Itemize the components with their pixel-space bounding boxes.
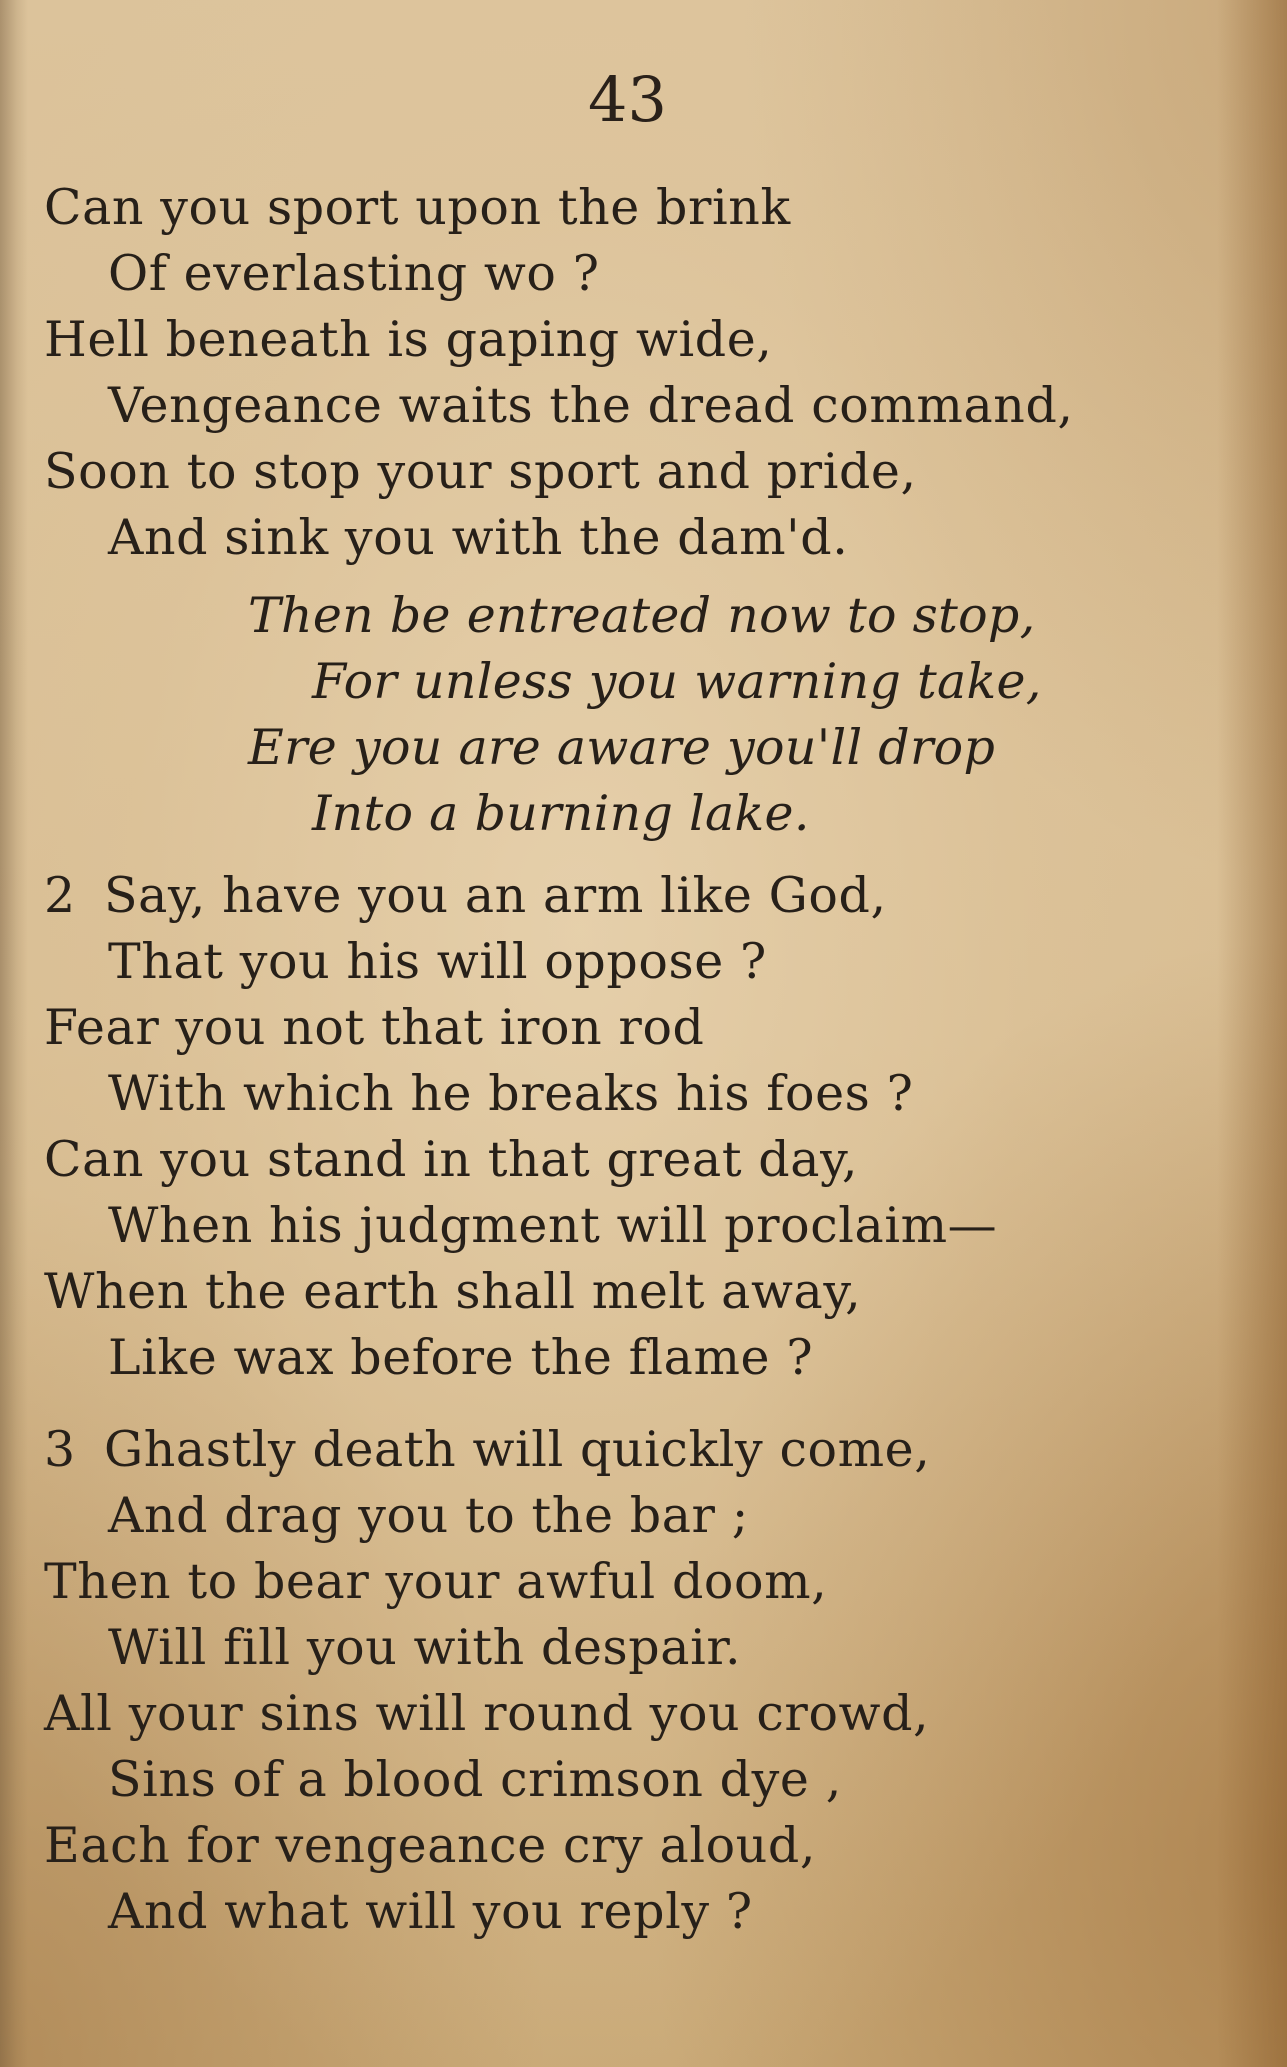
stanza-3-line-3: Then to bear your awful doom, [44,1553,828,1610]
stanza-1-line-1: Can you sport upon the brink [44,179,791,236]
chorus-line-1: Then be entreated now to stop, [248,587,1036,644]
stanza-3-number: 3 [44,1421,76,1478]
stanza-2-line-6: When his judgment will proclaim— [108,1197,998,1254]
stanza-2-line-8: Like wax before the flame ? [108,1329,814,1386]
stanza-1-line-2: Of everlasting wo ? [108,245,600,302]
chorus-line-4: Into a burning lake. [312,785,810,842]
stanza-3-line-1-text: Ghastly death will quickly come, [104,1421,931,1478]
stanza-2-line-4: With which he breaks his foes ? [108,1065,914,1122]
chorus-line-2: For unless you warning take, [312,653,1042,710]
stanza-3-line-2: And drag you to the bar ; [108,1487,749,1544]
page-number: 43 [588,63,667,136]
stanza-3-line-6: Sins of a blood crimson dye , [108,1751,842,1808]
stanza-3-line-8: And what will you reply ? [108,1883,753,1940]
stanza-2-line-5: Can you stand in that great day, [44,1131,859,1188]
stanza-2-line-1-text: Say, have you an arm like God, [104,867,887,924]
stanza-3-line-5: All your sins will round you crowd, [44,1685,930,1742]
stanza-2-line-2: That you his will oppose ? [108,933,767,990]
stanza-1-line-6: And sink you with the dam'd. [108,509,849,566]
stanza-2-number: 2 [44,867,76,924]
stanza-1-line-4: Vengeance waits the dread command, [108,377,1074,434]
chorus-line-3: Ere you are aware you'll drop [248,719,996,776]
stanza-3-line-7: Each for vengeance cry aloud, [44,1817,816,1874]
stanza-1-line-5: Soon to stop your sport and pride, [44,443,917,500]
stanza-2-line-1 [44,866,887,926]
stanza-3-line-1 [44,1420,930,1480]
stanza-2-line-7: When the earth shall melt away, [44,1263,862,1320]
stanza-2-line-3: Fear you not that iron rod [44,999,705,1056]
stanza-1-line-3: Hell beneath is gaping wide, [44,311,773,368]
stanza-3-line-4: Will fill you with despair. [108,1619,742,1676]
